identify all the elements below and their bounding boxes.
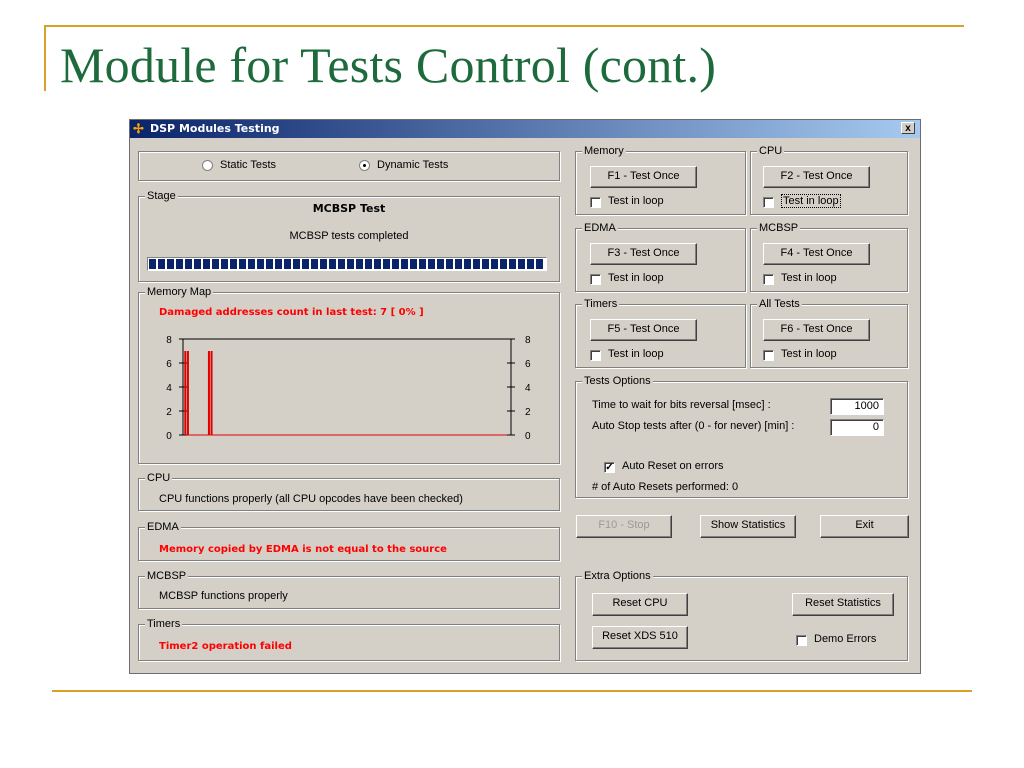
reset-statistics-button[interactable]: Reset Statistics <box>792 593 894 616</box>
exit-button[interactable]: Exit <box>820 515 909 538</box>
y-tick-left-8: 8 <box>166 335 172 346</box>
memory-test-legend: Memory <box>584 145 624 157</box>
timers-loop-label[interactable]: Test in loop <box>608 348 664 360</box>
y-tick-left-6: 6 <box>166 359 172 370</box>
slide-title: Module for Tests Control (cont.) <box>60 37 717 93</box>
stage-progress-fill <box>149 259 545 269</box>
damaged-address-bar <box>187 351 189 435</box>
auto-resets-count: # of Auto Resets performed: 0 <box>592 481 739 493</box>
memory-map-chart <box>139 321 559 461</box>
cpu-test-once-button[interactable]: F2 - Test Once <box>763 166 870 188</box>
demo-errors-label[interactable]: Demo Errors <box>814 633 877 645</box>
all-tests-group <box>750 298 908 368</box>
y-tick-left-2: 2 <box>166 407 172 418</box>
damaged-address-bar <box>208 351 210 435</box>
all-tests-loop-label[interactable]: Test in loop <box>781 348 837 360</box>
stage-test-name: MCBSP Test <box>312 202 386 215</box>
show-statistics-button[interactable]: Show Statistics <box>700 515 796 538</box>
tests-options-group <box>575 375 908 498</box>
mcbsp-test-legend: MCBSP <box>759 222 799 234</box>
cpu-status-group <box>138 472 560 511</box>
extra-options-group <box>575 570 908 661</box>
memory-test-once-button[interactable]: F1 - Test Once <box>590 166 697 188</box>
mcbsp-loop-checkbox[interactable] <box>763 274 774 285</box>
memory-loop-checkbox[interactable] <box>590 197 601 208</box>
mcbsp-test-once-button[interactable]: F4 - Test Once <box>763 243 870 265</box>
title-rule-left <box>44 25 46 91</box>
all-tests-loop-checkbox[interactable] <box>763 350 774 361</box>
footer-rule <box>52 690 972 692</box>
mcbsp-status-text: MCBSP functions properly <box>159 590 288 602</box>
timers-status-legend: Timers <box>147 618 181 630</box>
title-rule-top <box>44 25 964 27</box>
damaged-address-bar <box>211 351 213 435</box>
cpu-loop-label[interactable]: Test in loop <box>783 195 839 207</box>
edma-status-legend: EDMA <box>147 521 179 533</box>
edma-status-text: Memory copied by EDMA is not equal to the source <box>159 544 447 555</box>
demo-errors-checkbox[interactable] <box>796 635 807 646</box>
mcbsp-status-legend: MCBSP <box>147 570 187 582</box>
edma-status-group <box>138 521 560 561</box>
timers-test-once-button[interactable]: F5 - Test Once <box>590 319 697 341</box>
memory-map-bars <box>184 351 212 435</box>
damaged-address-bar <box>184 351 186 435</box>
edma-loop-checkbox[interactable] <box>590 274 601 285</box>
wait-time-label: Time to wait for bits reversal [msec] : <box>592 399 771 411</box>
window-title: DSP Modules Testing <box>150 122 280 135</box>
damaged-addresses-text: Damaged addresses count in last test: 7 [ 0% ] <box>159 307 424 318</box>
app-logo-icon: ✢ <box>133 121 144 136</box>
mcbsp-test-group <box>750 222 908 292</box>
timers-test-group <box>575 298 746 368</box>
memory-map-axes <box>179 339 515 435</box>
stage-progress-bar <box>147 257 547 271</box>
edma-test-once-button[interactable]: F3 - Test Once <box>590 243 697 265</box>
y-tick-right-4: 4 <box>525 383 531 394</box>
y-tick-right-6: 6 <box>525 359 531 370</box>
mcbsp-status-group <box>138 570 560 609</box>
stage-legend: Stage <box>147 190 176 202</box>
memory-map-legend: Memory Map <box>147 286 212 298</box>
stage-group <box>138 190 560 282</box>
dynamic-tests-label[interactable]: Dynamic Tests <box>377 159 449 171</box>
window-titlebar[interactable] <box>130 120 920 138</box>
auto-stop-input[interactable]: 0 <box>830 419 884 436</box>
close-button[interactable]: x <box>901 122 915 134</box>
y-tick-right-2: 2 <box>525 407 531 418</box>
auto-reset-label[interactable]: Auto Reset on errors <box>622 460 724 472</box>
all-tests-once-button[interactable]: F6 - Test Once <box>763 319 870 341</box>
timers-loop-checkbox[interactable] <box>590 350 601 361</box>
mcbsp-loop-label[interactable]: Test in loop <box>781 272 837 284</box>
timers-status-group <box>138 618 560 661</box>
edma-test-group <box>575 222 746 292</box>
auto-reset-checkbox[interactable]: ✓ <box>605 462 614 473</box>
extra-options-legend: Extra Options <box>584 570 651 582</box>
y-tick-left-0: 0 <box>166 431 172 442</box>
edma-test-legend: EDMA <box>584 222 616 234</box>
cpu-status-legend: CPU <box>147 472 171 484</box>
memory-loop-label[interactable]: Test in loop <box>608 195 664 207</box>
memory-map-group <box>138 286 560 464</box>
wait-time-input[interactable]: 1000 <box>830 398 884 415</box>
timers-status-text: Timer2 operation failed <box>159 641 292 652</box>
dynamic-tests-radio[interactable] <box>359 160 370 171</box>
reset-xds-button[interactable]: Reset XDS 510 <box>592 626 688 649</box>
edma-loop-label[interactable]: Test in loop <box>608 272 664 284</box>
static-tests-label[interactable]: Static Tests <box>220 159 277 171</box>
stage-status: MCBSP tests completed <box>289 230 409 242</box>
cpu-status-text: CPU functions properly (all CPU opcodes have been checked) <box>159 493 463 505</box>
memory-test-group <box>575 145 746 215</box>
y-tick-right-8: 8 <box>525 335 531 346</box>
cpu-test-legend: CPU <box>759 145 783 157</box>
cpu-loop-checkbox[interactable] <box>763 197 774 208</box>
y-tick-right-0: 0 <box>525 431 531 442</box>
mode-group <box>138 151 560 181</box>
cpu-test-group <box>750 145 908 215</box>
auto-stop-label: Auto Stop tests after (0 - for never) [min] : <box>592 420 795 432</box>
dsp-testing-window <box>129 119 921 674</box>
all-tests-legend: All Tests <box>759 298 800 310</box>
static-tests-radio[interactable] <box>202 160 213 171</box>
tests-options-legend: Tests Options <box>584 375 651 387</box>
stop-button[interactable]: F10 - Stop <box>576 515 672 538</box>
timers-test-legend: Timers <box>584 298 618 310</box>
reset-cpu-button[interactable]: Reset CPU <box>592 593 688 616</box>
y-tick-left-4: 4 <box>166 383 172 394</box>
